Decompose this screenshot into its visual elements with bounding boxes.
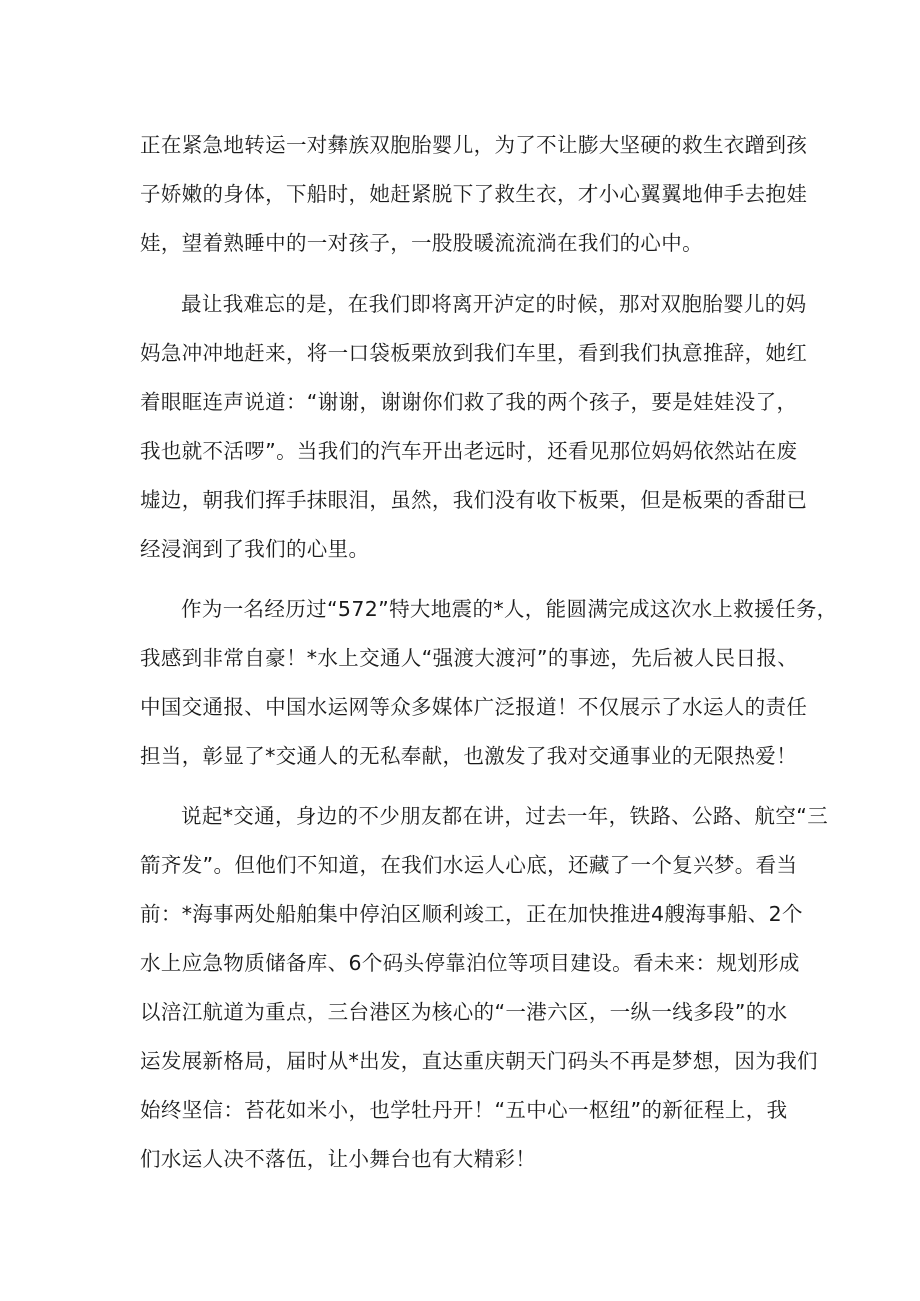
paragraph-4-line-2: 箭齐发”。但他们不知道，在我们水运人心底，还藏了一个复兴梦。看当: [140, 853, 798, 877]
paragraph-4-line-5: 以涪江航道为重点，三台港区为核心的“一港六区，一纵一线多段”的水: [140, 1000, 788, 1024]
paragraph-2-line-6: 经浸润到了我们的心里。: [140, 537, 370, 561]
paragraph-2-line-3: 着眼眶连声说道：“谢谢，谢谢你们救了我的两个孩子，要是娃娃没了，: [140, 390, 798, 414]
paragraph-3-line-1: 作为一名经历过“572”特大地震的*人，能圆满完成这次水上救援任务，: [181, 597, 838, 621]
paragraph-4-line-6: 运发展新格局，届时从*出发，直达重庆朝天门码头不再是梦想，因为我们: [140, 1049, 818, 1073]
paragraph-2-line-5: 墟边，朝我们挥手抹眼泪，虽然，我们没有收下板栗，但是板栗的香甜已: [140, 488, 808, 512]
paragraph-4-line-7: 始终坚信：苔花如米小，也学牡丹开！“五中心一枢纽”的新征程上，我: [140, 1098, 788, 1122]
paragraph-4-line-4: 水上应急物质储备库、6个码头停靠泊位等项目建设。看未来：规划形成: [140, 951, 800, 975]
paragraph-2-line-2: 妈急冲冲地赶来，将一口袋板栗放到我们车里，看到我们执意推辞，她红: [140, 341, 808, 365]
paragraph-2-line-4: 我也就不活啰”。当我们的汽车开出老远时，还看见那位妈妈依然站在废: [140, 439, 798, 463]
paragraph-1-line-2: 子娇嫩的身体，下船时，她赶紧脱下了救生衣，才小心翼翼地伸手去抱娃: [140, 182, 808, 206]
paragraph-3-line-2: 我感到非常自豪！*水上交通人“强渡大渡河”的事迹，先后被人民日报、: [140, 646, 799, 670]
paragraph-4-line-8: 们水运人决不落伍，让小舞台也有大精彩！: [140, 1147, 537, 1171]
paragraph-2-line-1: 最让我难忘的是，在我们即将离开泸定的时候，那对双胞胎婴儿的妈: [181, 292, 807, 316]
paragraph-3-line-4: 担当，彰显了*交通人的无私奉献，也激发了我对交通事业的无限热爱！: [140, 744, 797, 768]
paragraph-4-line-1: 说起*交通，身边的不少朋友都在讲，过去一年，铁路、公路、航空“三: [181, 804, 829, 828]
paragraph-3-line-3: 中国交通报、中国水运网等众多媒体广泛报道！不仅展示了水运人的责任: [140, 695, 808, 719]
paragraph-1-line-3: 娃，望着熟睡中的一对孩子，一股股暖流流淌在我们的心中。: [140, 231, 703, 255]
paragraph-1-line-1: 正在紧急地转运一对彝族双胞胎婴儿，为了不让膨大坚硬的救生衣蹭到孩: [140, 133, 808, 157]
paragraph-4-line-3: 前：*海事两处船舶集中停泊区顺利竣工，正在加快推进4艘海事船、2个: [140, 902, 803, 926]
